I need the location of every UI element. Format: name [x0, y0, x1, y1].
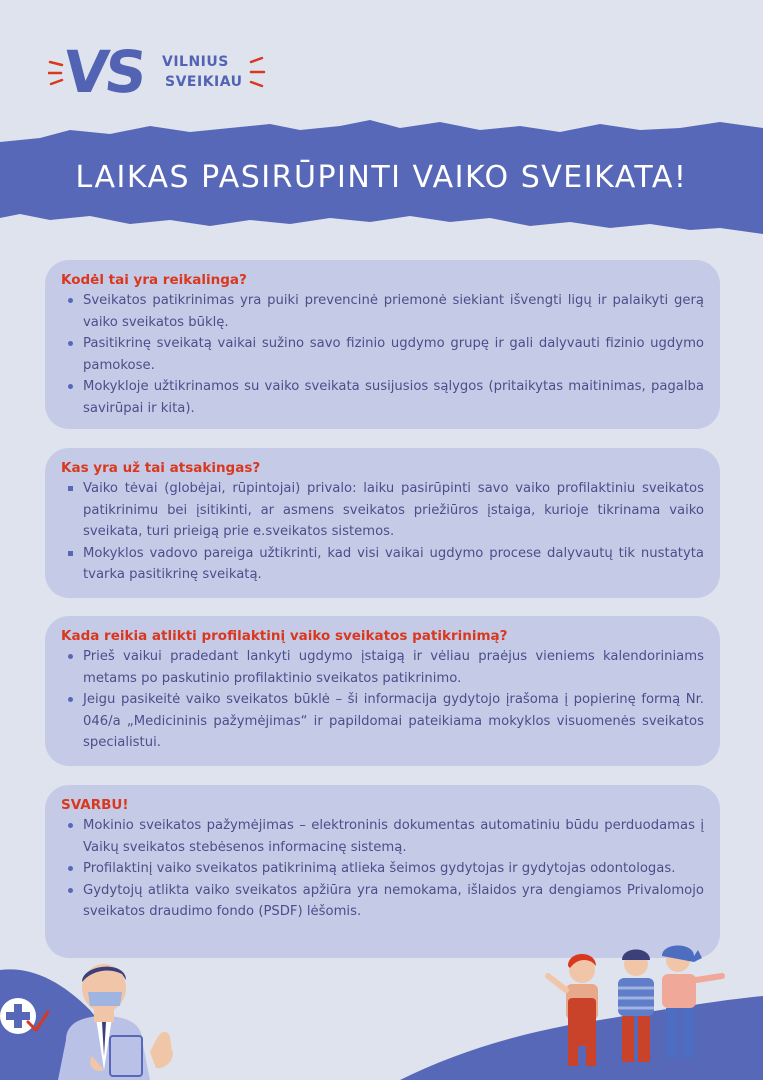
bullet-list: [61, 646, 704, 754]
list-item: Jeigu pasikeitė vaiko sveikatos būklė – ši informacija gydytojo įrašoma į popierinę formą Nr. 046/a „Medicininis pažymėjimas“ ir papildomai pateikiama mokyklos visuomenės sveikatos specialistui.: [83, 689, 704, 754]
section-when: [45, 616, 720, 766]
list-item: Sveikatos patikrinimas yra puiki prevencinė priemonė siekiant išvengti ligų ir palaikyti gerą vaiko sveikatos būklę.: [83, 290, 704, 333]
page-title: LAIKAS PASIRŪPINTI VAIKO SVEIKATA!: [75, 160, 688, 195]
list-item: Gydytojų atlikta vaiko sveikatos apžiūra yra nemokama, išlaidos yra dengiamos Privalomojo sveikatos draudimo fondo (PSDF) lėšomis.: [83, 880, 704, 923]
bullet-list: [61, 815, 704, 923]
section-heading: Kodėl tai yra reikalinga?: [61, 272, 247, 288]
list-item: Pasitikrinę sveikatą vaikai sužino savo fizinio ugdymo grupę ir gali dalyvauti fizinio ugdymo pamokose.: [83, 333, 704, 376]
section-heading: Kas yra už tai atsakingas?: [61, 460, 261, 476]
logo-wordmark: [162, 52, 243, 92]
section-heading: Kada reikia atlikti profilaktinį vaiko sveikatos patikrinimą?: [61, 628, 508, 644]
logo-mark: VS: [60, 38, 147, 106]
section-heading: SVARBU!: [61, 797, 129, 813]
section-important: [45, 785, 720, 958]
section-responsible: [45, 448, 720, 598]
logo: [48, 40, 278, 110]
logo-line-2: SVEIKIAU: [165, 74, 243, 90]
bullet-list: [61, 290, 704, 419]
section-why: [45, 260, 720, 429]
logo-line-1: VILNIUS: [162, 54, 229, 70]
list-item: Profilaktinį vaiko sveikatos patikrinimą atlieka šeimos gydytojas ir gydytojas odontologas.: [83, 858, 704, 880]
doctor-illustration: [0, 960, 200, 1080]
list-item: Mokinio sveikatos pažymėjimas – elektroninis dokumentas automatiniu būdu perduodamas į Vaikų sveikatos stebėsenos informacinę sistemą.: [83, 815, 704, 858]
list-item: Prieš vaikui pradedant lankyti ugdymo įstaigą ir vėliau praėjus vieniems kalendoriniams metams po paskutinio profilaktinio sveikatos patikrinimo.: [83, 646, 704, 689]
children-illustration: [400, 940, 763, 1080]
list-item: Vaiko tėvai (globėjai, rūpintojai) privalo: laiku pasirūpinti savo vaiko profilaktiniu sveikatos patikrinimu bei įsitikinti, ar asmens sveikatos priežiūros įstaiga, kurioje tikrinama vaiko sveikata, turi prieigą prie e.sveikatos sistemos.: [83, 478, 704, 543]
list-item: Mokyklos vadovo pareiga užtikrinti, kad visi vaikai ugdymo procese dalyvautų tik nustatyta tvarka pasitikrinę sveikatą.: [83, 543, 704, 586]
list-item: Mokykloje užtikrinamos su vaiko sveikata susijusios sąlygos (pritaikytas maitinimas, pagalba savirūpai ir kita).: [83, 376, 704, 419]
bullet-list: [61, 478, 704, 586]
